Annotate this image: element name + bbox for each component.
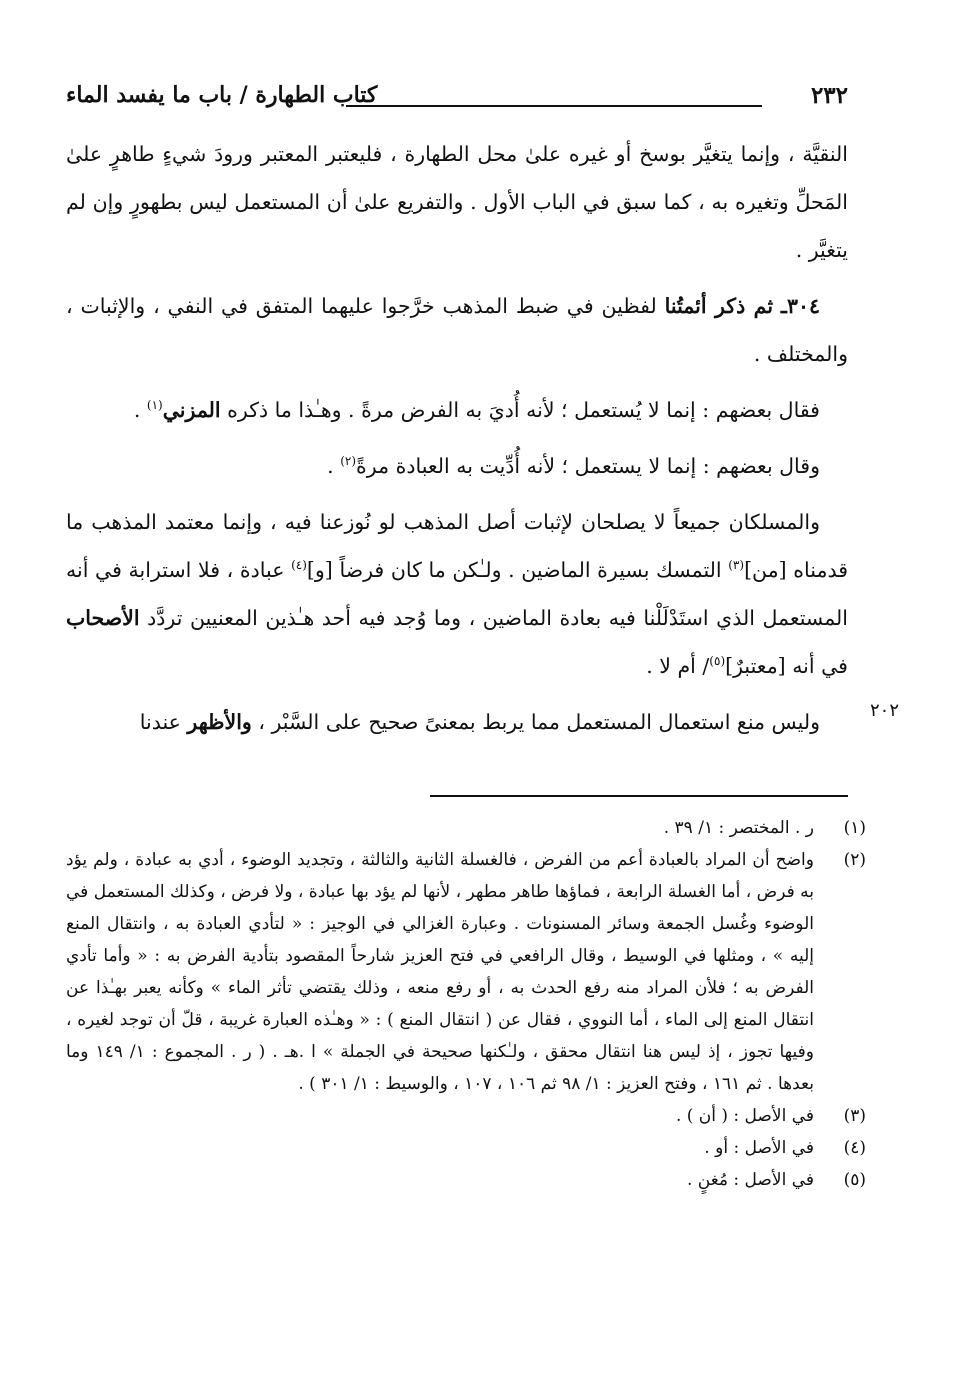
bold-term: الأصحاب (66, 606, 140, 630)
paragraph-5 (66, 498, 848, 690)
running-title: كتاب الطهارة / باب ما يفسد الماء (66, 82, 378, 108)
section-number: ٣٠٤ـ (780, 294, 820, 318)
paragraph-text: لفظين في ضبط المذهب خرَّجوا عليهما المتفق في النفي ، والإثبات ، والمختلف . (66, 294, 848, 366)
paragraph-end: . (133, 398, 147, 422)
paragraph-304 (66, 282, 848, 378)
paragraph-text: والمسلكان جميعاً لا يصلحان لإثبات أصل المذهب لو نُوزعنا فيه ، وإنما معتمد المذهب ما قدمناه [من] (66, 510, 848, 582)
main-text (66, 130, 848, 754)
footnote-number: (٥) (843, 1170, 866, 1190)
footnote-5 (66, 1164, 866, 1196)
footnote-text: ر . المختصر : ١/ ٣٩ . (663, 818, 814, 838)
footnote-separator (430, 795, 848, 797)
page-number: ٢٣٢ (810, 82, 848, 109)
footnote-number: (٣) (843, 1106, 866, 1126)
footnote-2 (66, 844, 866, 1100)
footnote-text: في الأصل : ( أن ) . (675, 1106, 814, 1126)
footnote-3 (66, 1100, 866, 1132)
footnote-ref-3[interactable]: (٣) (728, 558, 745, 573)
bold-term: والأظهر (187, 710, 252, 734)
paragraph-text: فقال بعضهم : إنما لا يُستعمل ؛ لأنه أُديَ به الفرض مرةً . وهـٰذا ما ذكره (227, 398, 820, 422)
footnote-number: (٢) (843, 850, 866, 870)
paragraph-text: عبادة ، فلا استرابة في أنه المستعمل الذي استَدْلَلْنا فيه بعادة الماضين ، وما وُجد فيه (66, 558, 848, 630)
paragraph-end: . (327, 454, 341, 478)
footnote-text: واضح أن المراد بالعبادة أعم من الفرض ، فالغسلة الثانية والثالثة ، وتجديد الوضوء ، أدي به عبادة ، ولم يؤد به فرض ، أما الغسلة الرابعة ، فماؤها طاهر مطهر ، لأنها لم يؤد بها عبادة ، ولا فرض ، وكذلك المستعمل في الوضوء وغُسل الجمعة وسائر المسنونات . وعبارة الغزالي في الوجيز : « لتأدي العبادة به ، وانتقال المنع إليه » ، ومثلها في الوسيط ، وقال الرافعي في فتح العزيز شارحاً المقصود بتأدية الفرض به : « وأما تأدي الفرض به ؛ فلأن المراد منه رفع الحدث به ، أو رفع منعه ، وذلك يقتضي تأثر الماء » وكأنه يعبر بهـٰذا عن انتقال المنع إلى الماء ، أما النووي ، فقال عن ( انتقال المنع ) : « وهـٰذه العبارة غريبة ، قلّ أن توجد لغيره ، وفيها تجوز ، إذ ليس هنا انتقال محقق ، ولـٰكنها صحيحة في الجملة » ا .هـ . ( ر . المجموع : ١/ ١٤٩ وما بعدها . ثم ١٦١ ، وفتح العزيز : ١/ ٩٨ ثم ١٠٦ ، ١٠٧ ، والوسيط : ١/ ٣٠١ ) . (66, 850, 814, 1094)
footnote-number: (٤) (843, 1138, 866, 1158)
footnote-ref-2[interactable]: (٢) (340, 454, 357, 469)
paragraph-lead: ثم ذكر أئمتُنا (664, 294, 774, 318)
footnote-text: في الأصل : أو . (704, 1138, 814, 1158)
footnote-number: (١) (843, 818, 866, 838)
paragraph-text: أحد هـٰذين المعنيين تردَّد (147, 606, 351, 630)
footnote-ref-1[interactable]: (١) (146, 398, 163, 413)
footnote-ref-4[interactable]: (٤) (291, 558, 307, 573)
paragraph-4 (66, 442, 848, 490)
footnote-4 (66, 1132, 866, 1164)
footnote-ref-5[interactable]: (٥) (709, 654, 726, 669)
paragraph-text: التمسك بسيرة الماضين . ولـٰكن ما كان فرضاً [و] (306, 558, 729, 582)
paragraph-6 (66, 698, 848, 746)
footnote-text: في الأصل : مُغنٍ . (686, 1170, 814, 1190)
paragraph-text: عندنا (139, 710, 181, 734)
header-rule (346, 105, 762, 107)
footnotes (66, 812, 866, 1196)
paragraph-text: / أم لا . (646, 654, 710, 678)
footnote-1 (66, 812, 866, 844)
paragraph-text: وليس منع استعمال المستعمل مما يربط بمعنىً صحيح على السَّبْر ، (258, 710, 820, 734)
page-header (66, 78, 848, 120)
paragraph-text: في أنه [معتبرٌ] (725, 654, 848, 678)
margin-page-marker: ٢٠٢ (870, 700, 900, 721)
paragraph-1: النقيَّة ، وإنما يتغيَّر بوسخ أو غيره علىٰ محل الطهارة ، فليعتبر المعتبر ورودَ شيءٍ طاهرٍ علىٰ المَحلِّ وتغيره به ، كما سبق في الباب الأول . والتفريع علىٰ أن المستعمل ليس بطهورٍ وإن لم يتغيَّر . (66, 142, 848, 262)
paragraph-3 (66, 386, 848, 434)
author-name: المزني (162, 398, 221, 422)
paragraph-text: وقال بعضهم : إنما لا يستعمل ؛ لأنه أُدِّيت به العبادة مرةً (356, 454, 820, 478)
